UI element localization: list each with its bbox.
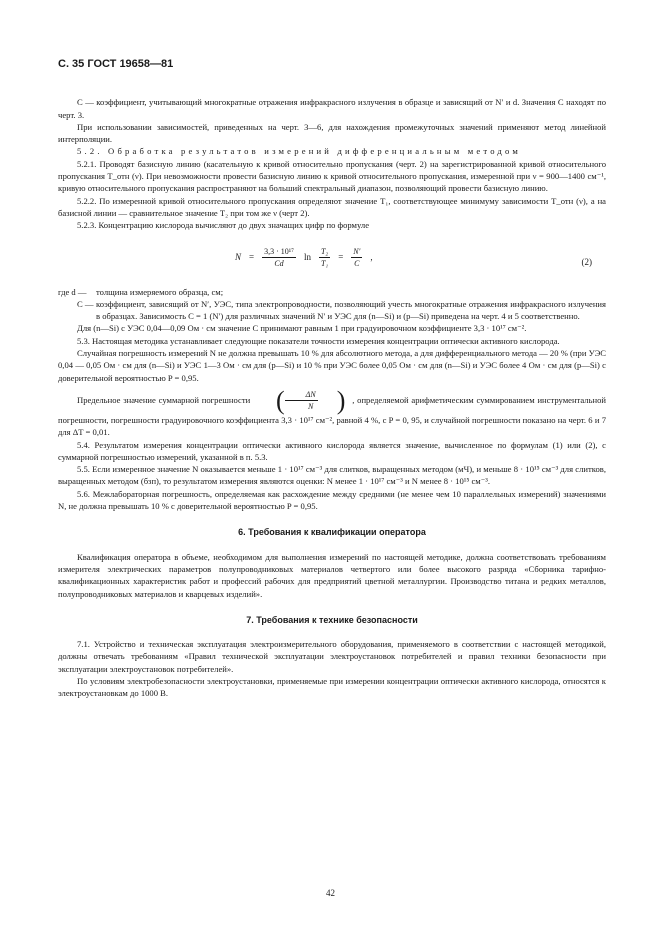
- formula-comma: ,: [370, 251, 373, 262]
- document-page: [58, 58, 606, 700]
- formula-t-fraction: [319, 246, 330, 269]
- formula-r-fraction: [351, 246, 362, 269]
- paragraph-5-2-3: 5.2.3. Концентрацию кислорода вычисляют до двух значащих цифр по формуле: [77, 220, 370, 231]
- definition-c: [58, 298, 606, 323]
- paragraph-5-2-1: 5.2.1. Проводят базисную линию (касательную к кривой относительно пропускания (черт. 2) на зарегистрированной кривой относительного пропускания T_отн (ν). При невозможности провести базисную линию к кривой относительного пропускания, измеренной при ν = 900—1400 см⁻¹, кривую относительного пропускания распространяют на больший спектральный диапазон, позволяющий провести базисную линию.: [58, 158, 606, 194]
- formula-lhs: N: [235, 251, 242, 262]
- formula-t-den: T₁: [320, 258, 329, 268]
- paragraph-5-6: 5.6. Межлабораторная погрешность, определяемая как расхождение между средними (не менее чем 10 параллельных измерений) значениями N, не должна превышать 10 % с доверительной вероятностью P = 0,95.: [58, 488, 606, 512]
- delta-n-den: N: [308, 402, 314, 412]
- paragraph-5-2-2: 5.2.2. По измеренной кривой относительного пропускания определяют значение T₁, соответствующее минимуму зависимости T_отн (ν), а на базисной линии — сравнительное значение T₂ при том же ν (черт 2).: [58, 195, 606, 218]
- paragraph-section-6: Квалификация оператора в объеме, необходимом для выполнения измерений по настоящей методике, должна соответствовать требованиям измерителя электрических параметров полупроводниковых материалов четвертого или более высокого разряда «Сборника тарифно-квалификационных характеристик работ и профессий рабочих для предприятий цветной металлургии. Производство титана и редких металлов, полупроводниковых материалов и кварцевых изделий».: [58, 551, 606, 599]
- definition-term: C —: [77, 298, 94, 309]
- formula-coef-num: 3,3 · 10¹⁷: [264, 246, 294, 256]
- formula-eq2: =: [338, 251, 344, 262]
- formula-number: (2): [581, 256, 592, 267]
- paragraph-7-1: 7.1. Устройство и техническая эксплуатация электроизмерительного оборудования, применяемого в соответствии с настоящей методикой, должны отвечать требованиям «Правил технической эксплуатации электроустановок потребителей и правил техники безопасности при эксплуатации электроустановок потребителей».: [58, 639, 606, 674]
- paragraph-5-4: 5.4. Результатом измерения концентрации оптически активного кислорода является значение, вычисленное по формулам (1) или (2), с суммарной погрешностью измерений, указанной в п. 5.3.: [58, 439, 606, 462]
- paragraph-n-si-coef: Для (n—Si) с УЭС 0,04—0,09 Ом · см значение C принимают равным 1 при градуировочном коэффициенте 3,3 · 10¹⁷ см⁻².: [77, 323, 527, 334]
- paragraph-c-coefficient: C — коэффициент, учитывающий многократные отражения инфракрасного излучения в образце и зависящий от N′ и d. Значения C находят по черт. 3.: [58, 97, 606, 120]
- formula-ln: ln: [303, 251, 311, 262]
- section-7-title: 7. Требования к технике безопасности: [246, 614, 418, 625]
- section-6-title: 6. Требования к квалификации оператора: [238, 527, 426, 538]
- section-5-2-title: 5.2. Обработка результатов измерений дифференциальным методом: [77, 146, 521, 157]
- limit-text-after: , определяемой арифметическим суммированием инструментальной погрешности, погрешности градуировочного коэффициента 3,3 · 10¹⁷ см⁻², равной 4 %, с P = 0, 95, и случайной погрешности показано на черт. 6 и 7 для ΔT = 0,01.: [58, 394, 606, 438]
- limit-text-before: Предельное значение суммарной погрешности: [77, 394, 251, 405]
- page-number: 42: [326, 888, 335, 898]
- definition-term: где d —: [58, 286, 87, 297]
- formula-r-den: C: [354, 258, 360, 268]
- page-header: С. 35 ГОСТ 19658—81: [58, 58, 174, 70]
- delta-n-fraction: ( $\frac{\Delta N}{N}$ ): [276, 385, 346, 415]
- paragraph-interpolation: При использовании зависимостей, приведенных на черт. 3—6, для нахождения промежуточных значений применяют метод линейной интерполяции.: [58, 121, 606, 145]
- formula-coef-fraction: [262, 246, 296, 269]
- definition-d: [58, 286, 606, 298]
- formula-coef-den: Cd: [274, 258, 284, 268]
- paragraph-5-5: 5.5. Если измеренное значение N оказывается меньше 1 · 10¹⁷ см⁻³ для слитков, выращенных методом (мЧ), и меньше 8 · 10¹⁵ см⁻³ для слитков, выращенных методом (бзп), то результатом измерения являются оценки: N менее 1 · 10¹⁷ см⁻³ и N менее 8 · 10¹⁵ см⁻³.: [58, 464, 606, 487]
- formula-2: [58, 240, 606, 280]
- formula-r-num: N′: [353, 246, 361, 256]
- delta-n-num: ΔN: [285, 389, 318, 401]
- paragraph-limit-error: [58, 385, 606, 439]
- paragraph-7-safety: По условиям электробезопасности электроустановки, применяемые при измерении концентрации оптически активного кислорода, относятся к электроустановкам до 1000 В.: [58, 675, 606, 699]
- definition-desc: толщина измеряемого образца, см;: [96, 286, 224, 297]
- definition-list: [58, 286, 606, 323]
- paragraph-5-3: 5.3. Настоящая методика устанавливает следующие показатели точности измерения концентрации оптически активного кислорода.: [77, 335, 560, 346]
- paragraph-random-error: Случайная погрешность измерений N не должна превышать 10 % для абсолютного метода, а для дифференциального метода — 20 % (при УЭС 0,04 — 0,05 Ом · см для (n—Si) и УЭС 1—3 Ом · см для (p—Si) и 10 % при УЭС более 0,05 Ом · см для (n—Si) и УЭС более 4 Ом · см для (p—Si) с доверительной вероятностью P = 0,95.: [58, 348, 606, 383]
- formula-t-num: T₂: [320, 246, 329, 256]
- definition-desc: коэффициент, зависящий от N′, УЭС, типа электропроводности, позволяющий учесть многократные отражения инфракрасного излучения в образцах. Зависимость C = 1 (N′) для различных значений N′ и УЭС для (n—Si) и (p—Si) приведена на черт. 4 и 5 соответственно.: [96, 298, 606, 322]
- formula-eq1: =: [249, 251, 255, 262]
